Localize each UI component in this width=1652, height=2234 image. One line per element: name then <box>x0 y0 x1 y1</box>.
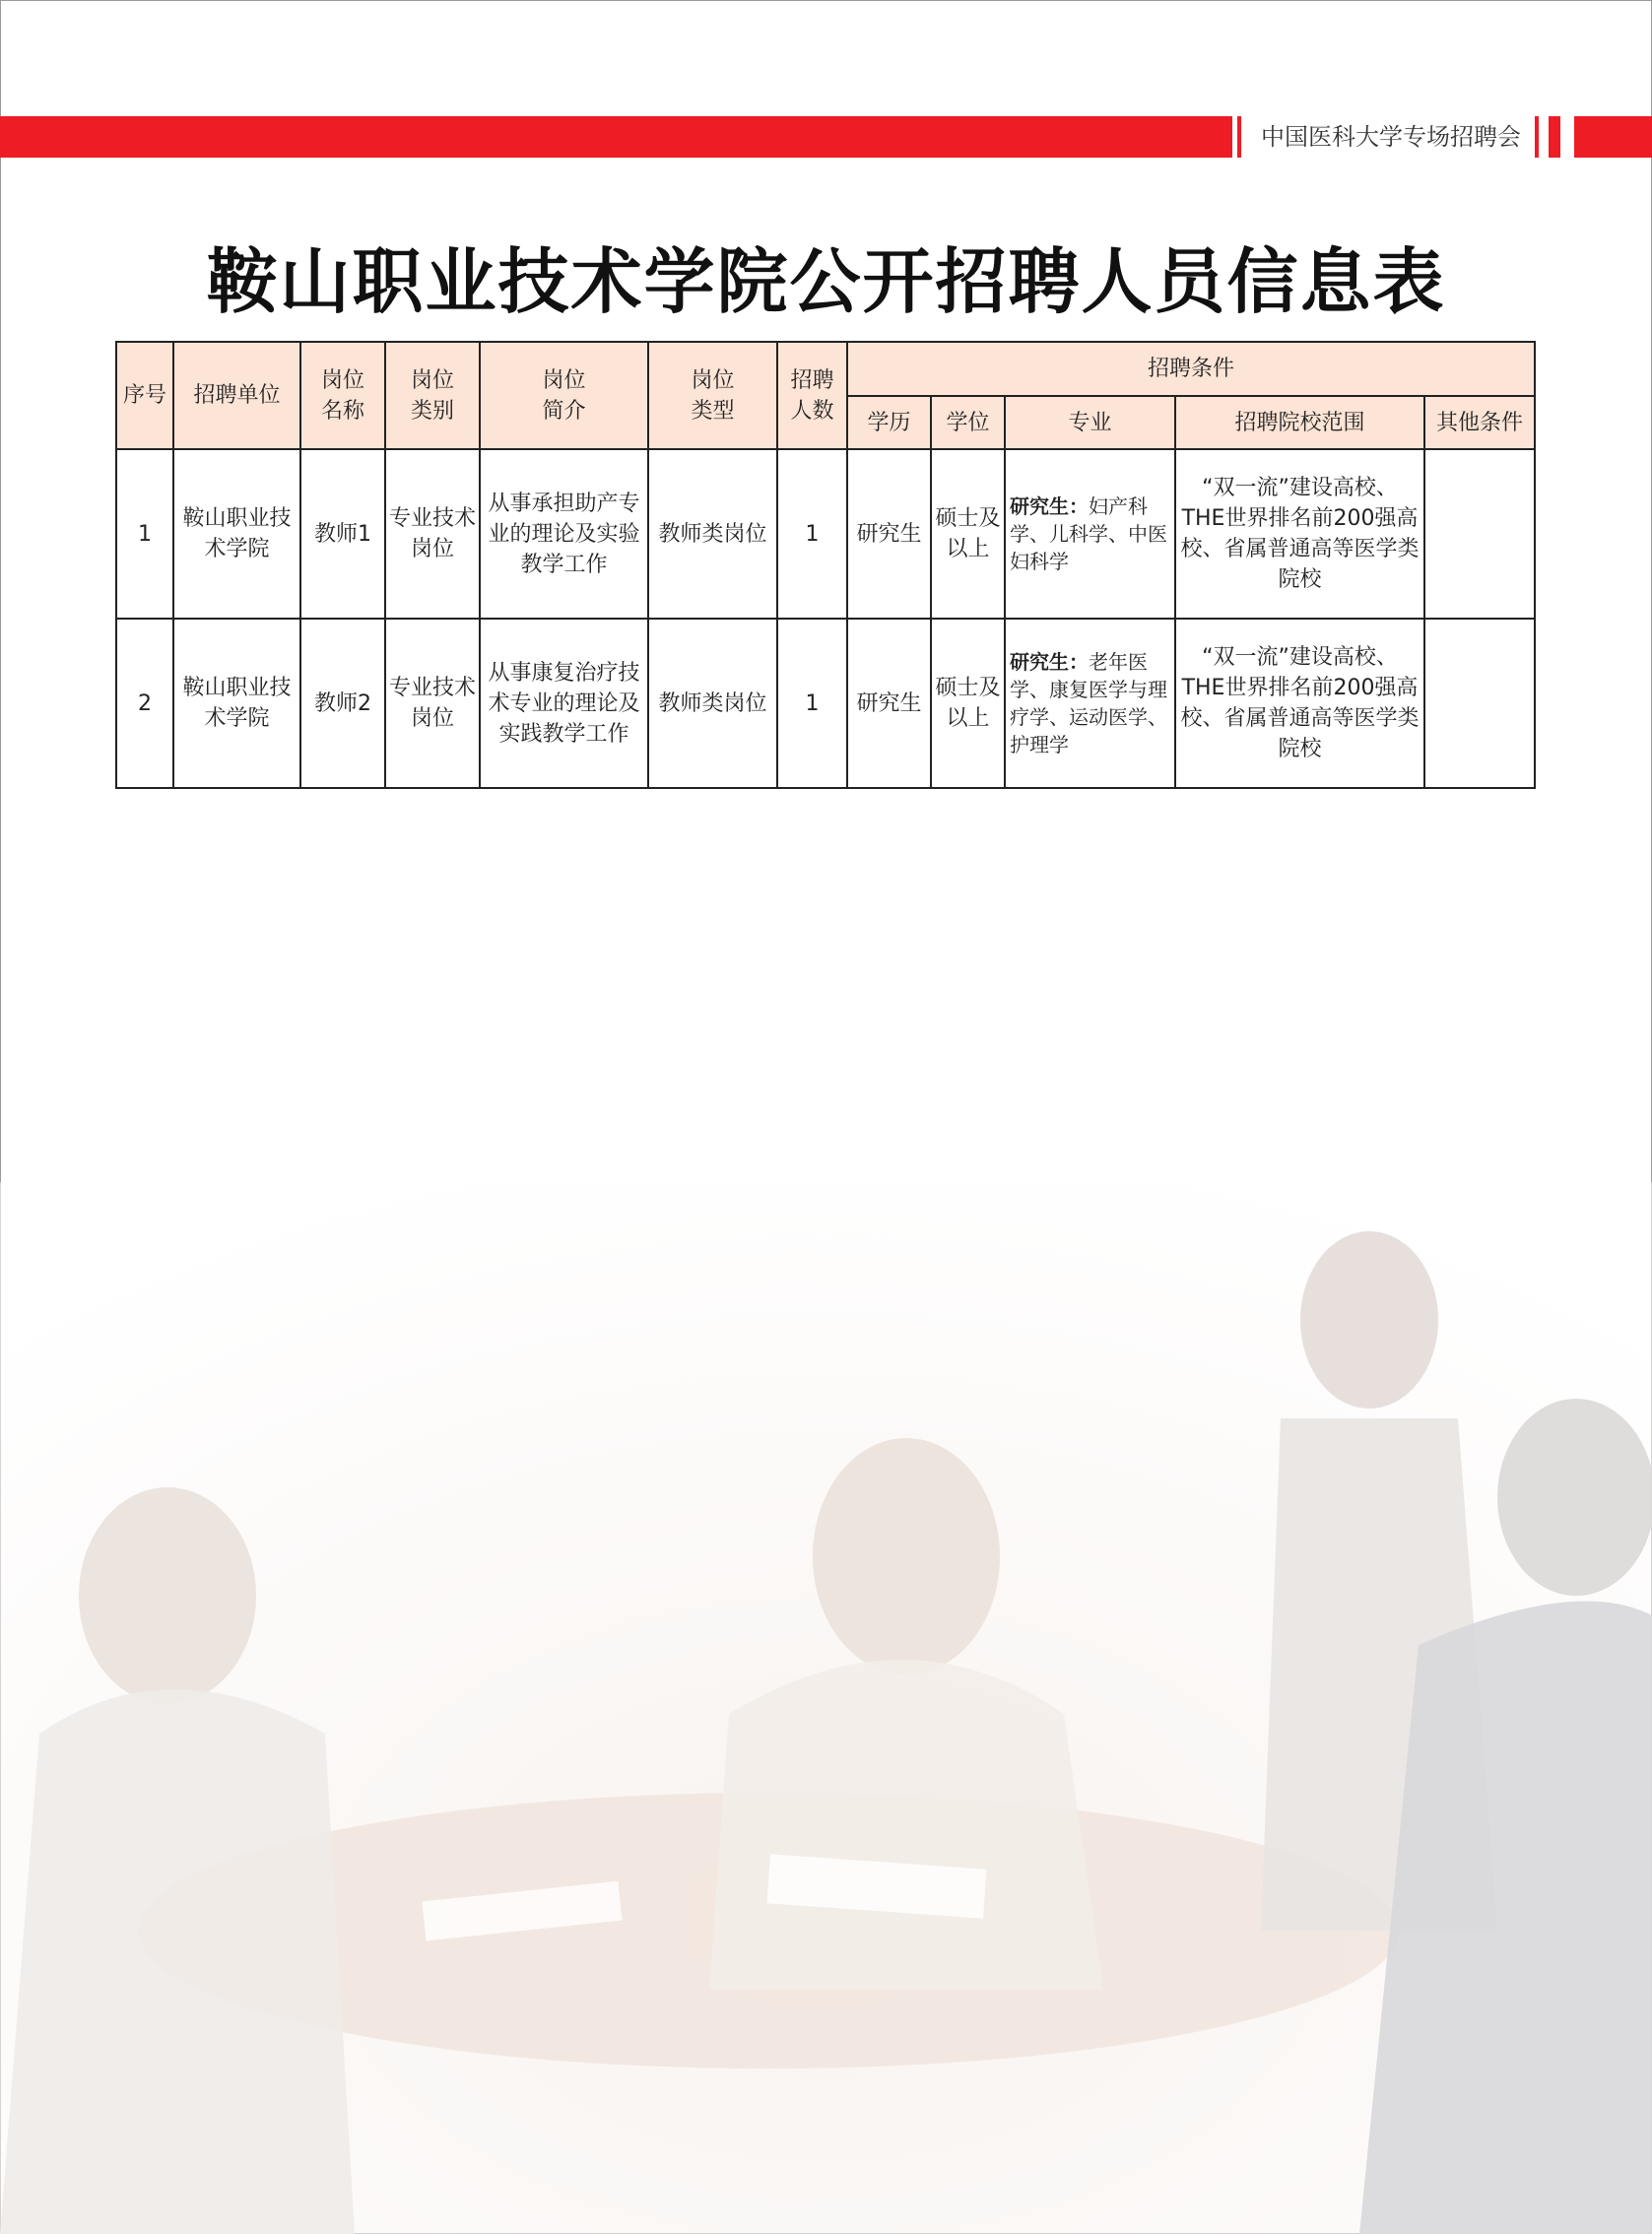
background-meeting-photo <box>0 1182 1652 2234</box>
cell-school-scope: “双一流”建设高校、 THE世界排名前200强高 校、省属普通高等医学类 院校 <box>1175 449 1424 619</box>
cell-major <box>1005 619 1175 788</box>
header-other: 其他条件 <box>1424 396 1535 449</box>
cell-degree: 硕士及 以上 <box>931 619 1005 788</box>
major-lead-label: 研究生： <box>1010 650 1089 674</box>
table-row <box>116 619 1535 788</box>
major-text: 老年医学、康复医学与理疗学、运动医学、护理学 <box>1010 650 1167 756</box>
cell-degree: 硕士及 以上 <box>931 449 1005 619</box>
cell-education: 研究生 <box>847 619 931 788</box>
header-degree: 学位 <box>931 396 1005 449</box>
cell-seq: 1 <box>116 449 173 619</box>
header-school-scope: 招聘院校范围 <box>1175 396 1424 449</box>
cell-other <box>1424 619 1535 788</box>
major-text: 妇产科学、儿科学、中医妇科学 <box>1010 494 1167 573</box>
cell-post-type: 教师类岗位 <box>648 449 777 619</box>
page-title: 鞍山职业技术学院公开招聘人员信息表 <box>206 239 1446 323</box>
header-band-separator <box>1535 116 1539 158</box>
header-band-separator <box>1237 116 1241 158</box>
header-red-band <box>1574 116 1652 158</box>
cell-post-intro: 从事承担助产专 业的理论及实验 教学工作 <box>480 449 648 619</box>
table-header-row <box>116 342 1535 396</box>
table-row <box>116 449 1535 619</box>
recruitment-table <box>115 341 1536 789</box>
header-red-band <box>0 116 1232 158</box>
cell-count: 1 <box>777 449 847 619</box>
header-post-type: 岗位 类型 <box>648 342 777 449</box>
header-unit: 招聘单位 <box>173 342 300 449</box>
header-red-band <box>1549 116 1560 158</box>
cell-post-name: 教师2 <box>300 619 385 788</box>
header-major: 专业 <box>1005 396 1175 449</box>
header-post-name: 岗位 名称 <box>300 342 385 449</box>
header-post-category: 岗位 类别 <box>385 342 480 449</box>
cell-post-intro: 从事康复治疗技 术专业的理论及 实践教学工作 <box>480 619 648 788</box>
header-seq: 序号 <box>116 342 173 449</box>
cell-post-category: 专业技术 岗位 <box>385 619 480 788</box>
cell-other <box>1424 449 1535 619</box>
header-event-tag: 中国医科大学专场招聘会 <box>1261 123 1521 151</box>
cell-unit: 鞍山职业技 术学院 <box>173 619 300 788</box>
cell-post-name: 教师1 <box>300 449 385 619</box>
cell-unit: 鞍山职业技 术学院 <box>173 449 300 619</box>
header-count: 招聘 人数 <box>777 342 847 449</box>
header-conditions: 招聘条件 <box>847 342 1535 396</box>
major-lead-label: 研究生： <box>1010 494 1089 518</box>
cell-post-type: 教师类岗位 <box>648 619 777 788</box>
header-post-intro: 岗位 简介 <box>480 342 648 449</box>
cell-count: 1 <box>777 619 847 788</box>
cell-major <box>1005 449 1175 619</box>
cell-school-scope: “双一流”建设高校、 THE世界排名前200强高 校、省属普通高等医学类 院校 <box>1175 619 1424 788</box>
header-education: 学历 <box>847 396 931 449</box>
cell-post-category: 专业技术 岗位 <box>385 449 480 619</box>
cell-education: 研究生 <box>847 449 931 619</box>
cell-seq: 2 <box>116 619 173 788</box>
